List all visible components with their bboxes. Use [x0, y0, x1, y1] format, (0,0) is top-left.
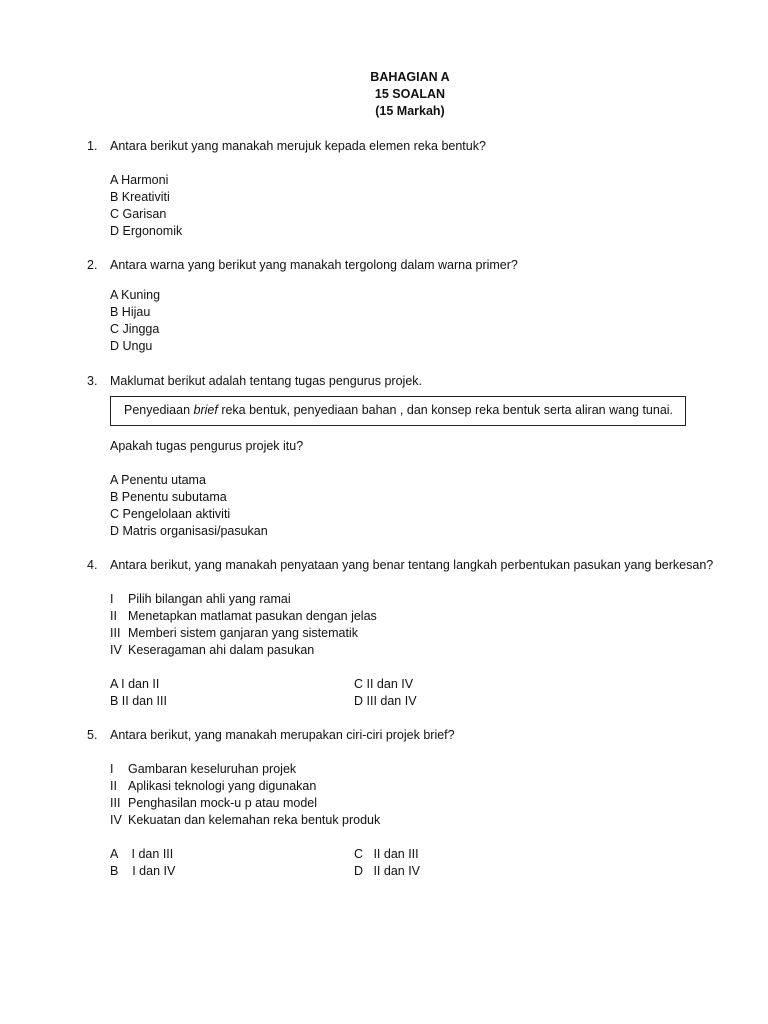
question-5-statement-1-numeral: I: [110, 762, 114, 776]
question-4-statement-3: Memberi sistem ganjaran yang sistematik: [128, 626, 358, 640]
question-4-text: Antara berikut, yang manakah penyataan yang benar tentang langkah perbentukan pasukan yang berkesan?: [110, 558, 714, 572]
question-1-option-d: D Ergonomik: [110, 224, 183, 238]
question-3-option-c: C Pengelolaan aktiviti: [110, 507, 231, 521]
question-4-number: 4.: [87, 558, 98, 572]
question-4-statement-2-numeral: II: [110, 609, 117, 623]
question-2-number: 2.: [87, 258, 98, 272]
question-2-text: Antara warna yang berikut yang manakah tergolong dalam warna primer?: [110, 258, 518, 272]
section-header: [0, 69, 768, 120]
question-3-option-a: A Penentu utama: [110, 473, 206, 487]
question-5-number: 5.: [87, 728, 98, 742]
question-1-text: Antara berikut yang manakah merujuk kepada elemen reka bentuk?: [110, 139, 486, 153]
question-4-answer-d: D III dan IV: [354, 694, 417, 708]
question-3-option-d: D Matris organisasi/pasukan: [110, 524, 268, 538]
question-3-prompt: Apakah tugas pengurus projek itu?: [110, 439, 304, 453]
question-4-statement-4-numeral: IV: [110, 643, 122, 657]
question-5-statement-3-numeral: III: [110, 796, 121, 810]
question-5-answer-c: C II dan III: [354, 847, 419, 861]
question-5-text: Antara berikut, yang manakah merupakan ciri-ciri projek brief?: [110, 728, 455, 742]
question-4-answer-b: B II dan III: [110, 694, 167, 708]
question-3-option-b: B Penentu subutama: [110, 490, 227, 504]
question-1-number: 1.: [87, 139, 98, 153]
question-1-option-b: B Kreativiti: [110, 190, 170, 204]
question-3-number: 3.: [87, 374, 98, 388]
question-2-option-d: D Ungu: [110, 339, 153, 353]
question-5-statement-4: Kekuatan dan kelemahan reka bentuk produk: [128, 813, 381, 827]
question-5-statement-3: Penghasilan mock-u p atau model: [128, 796, 318, 810]
info-box-text-end: reka bentuk, penyediaan bahan , dan konsep reka bentuk serta aliran wang tunai.: [217, 403, 674, 417]
question-5-statement-1: Gambaran keseluruhan projek: [128, 762, 297, 776]
question-5-answer-b: B I dan IV: [110, 864, 176, 878]
question-4-answer-c: C II dan IV: [354, 677, 414, 691]
question-4-statement-1: Pilih bilangan ahli yang ramai: [128, 592, 291, 606]
question-5-statement-2: Aplikasi teknologi yang digunakan: [128, 779, 317, 793]
question-count: 15 SOALAN: [374, 87, 446, 101]
question-5-statement-2-numeral: II: [110, 779, 117, 793]
question-2-option-a: A Kuning: [110, 288, 161, 302]
question-4-statement-1-numeral: I: [110, 592, 114, 606]
question-4-statement-2: Menetapkan matlamat pasukan dengan jelas: [128, 609, 377, 623]
question-2-option-c: C Jingga: [110, 322, 160, 336]
question-5-statement-4-numeral: IV: [110, 813, 122, 827]
marks-label: (15 Markah): [375, 104, 445, 118]
question-4-statement-4: Keseragaman ahi dalam pasukan: [128, 643, 315, 657]
question-4-statement-3-numeral: III: [110, 626, 121, 640]
info-box-italic-term: brief: [193, 403, 218, 417]
section-title: BAHAGIAN A: [370, 70, 450, 84]
info-box-text: [124, 402, 673, 419]
question-5-answer-a: A I dan III: [110, 847, 174, 861]
info-box-text-start: Penyediaan: [124, 403, 194, 417]
question-4-answer-a: A I dan II: [110, 677, 160, 691]
question-3-text: Maklumat berikut adalah tentang tugas pengurus projek.: [110, 374, 422, 388]
question-5-answer-d: D II dan IV: [354, 864, 421, 878]
info-box: [110, 396, 686, 426]
question-1-option-a: A Harmoni: [110, 173, 169, 187]
question-2-option-b: B Hijau: [110, 305, 151, 319]
question-1-option-c: C Garisan: [110, 207, 167, 221]
